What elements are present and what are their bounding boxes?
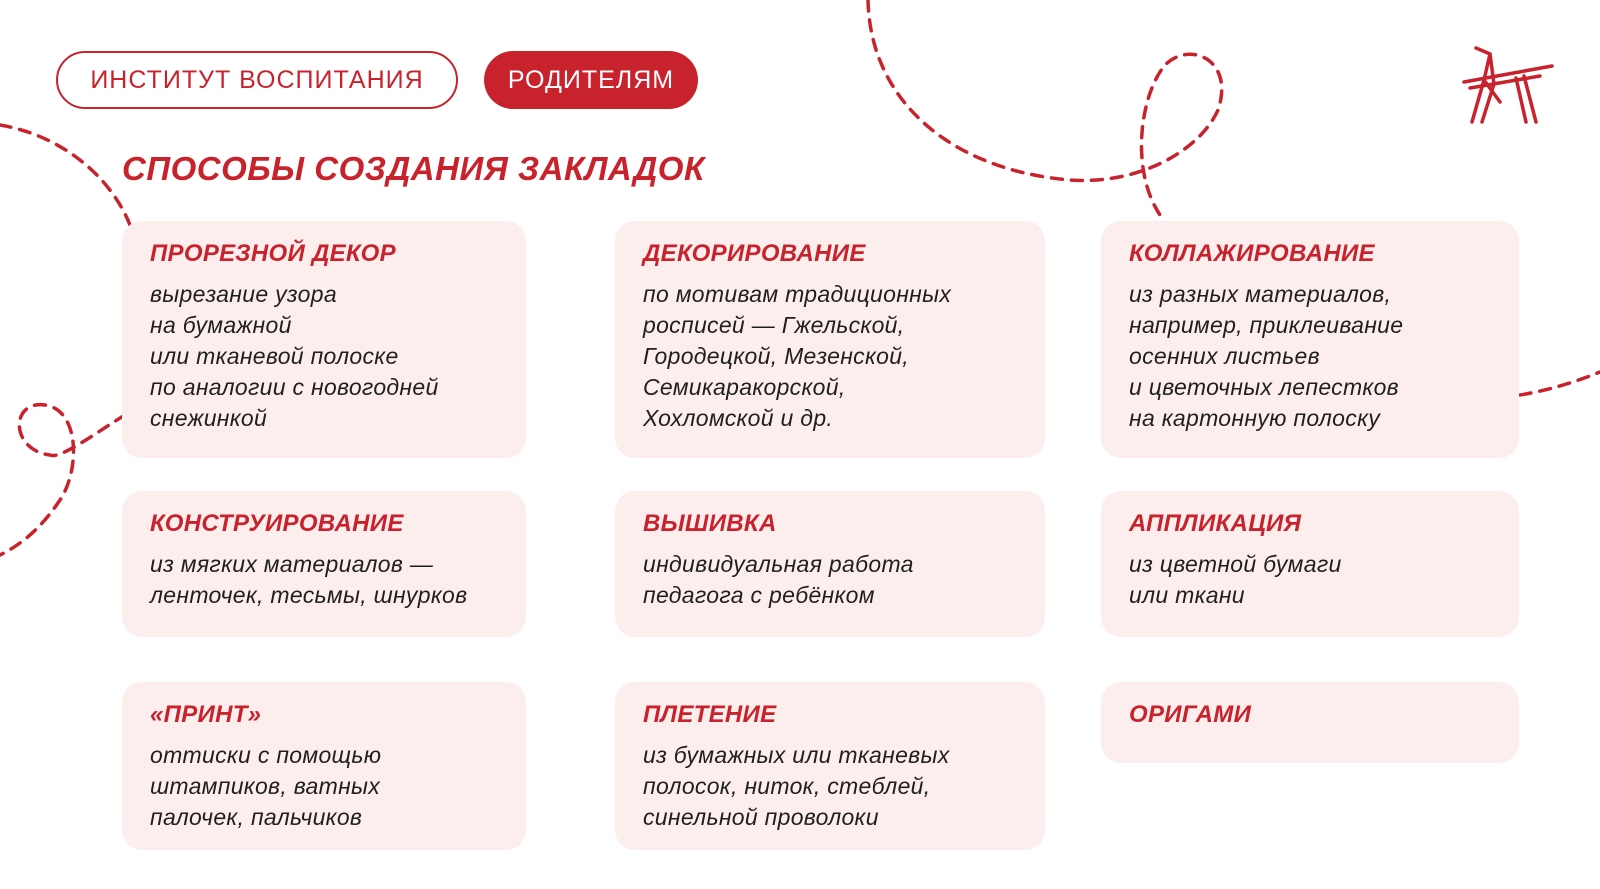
card-text: из бумажных или тканевых полосок, ниток, стеблей, синельной проволоки [643, 742, 950, 830]
card-text: по мотивам традиционных росписей — Гжельской, Городецкой, Мезенской, Семикаракорской, Хохломской и др. [643, 281, 952, 431]
card-print [122, 682, 526, 850]
card-title: КОНСТРУИРОВАНИЕ [150, 510, 404, 537]
card-collage [1101, 221, 1519, 458]
card-title: ВЫШИВКА [643, 510, 777, 537]
card-applique [1101, 491, 1519, 637]
card-title: «ПРИНТ» [150, 701, 262, 728]
card-title: ПЛЕТЕНИЕ [643, 701, 777, 728]
card-text: из цветной бумаги или ткани [1129, 551, 1342, 608]
card-text: из мягких материалов — ленточек, тесьмы, шнурков [150, 551, 468, 608]
card-title: АППЛИКАЦИЯ [1129, 510, 1302, 537]
parents-tag[interactable]: РОДИТЕЛЯМ [484, 51, 698, 109]
card-construction [122, 491, 526, 637]
card-title: ОРИГАМИ [1129, 701, 1252, 728]
card-text: оттиски с помощью штампиков, ватных палочек, пальчиков [150, 742, 382, 830]
institute-tag[interactable]: ИНСТИТУТ ВОСПИТАНИЯ [56, 51, 458, 109]
card-title: ПРОРЕЗНОЙ ДЕКОР [150, 240, 396, 267]
horse-logo-icon [1460, 44, 1556, 124]
card-origami [1101, 682, 1519, 763]
card-title: ДЕКОРИРОВАНИЕ [643, 240, 866, 267]
card-weaving [615, 682, 1045, 850]
card-title: КОЛЛАЖИРОВАНИЕ [1129, 240, 1375, 267]
card-embroidery [615, 491, 1045, 637]
card-cutout-decor [122, 221, 526, 458]
card-text: индивидуальная работа педагога с ребёнком [643, 551, 914, 608]
card-decorating [615, 221, 1045, 458]
card-text: из разных материалов, например, приклеивание осенних листьев и цветочных лепестков на картонную полоску [1129, 281, 1404, 431]
page-title: СПОСОБЫ СОЗДАНИЯ ЗАКЛАДОК [122, 150, 705, 187]
card-text: вырезание узора на бумажной или тканевой полоске по аналогии с новогодней снежинкой [150, 281, 439, 431]
